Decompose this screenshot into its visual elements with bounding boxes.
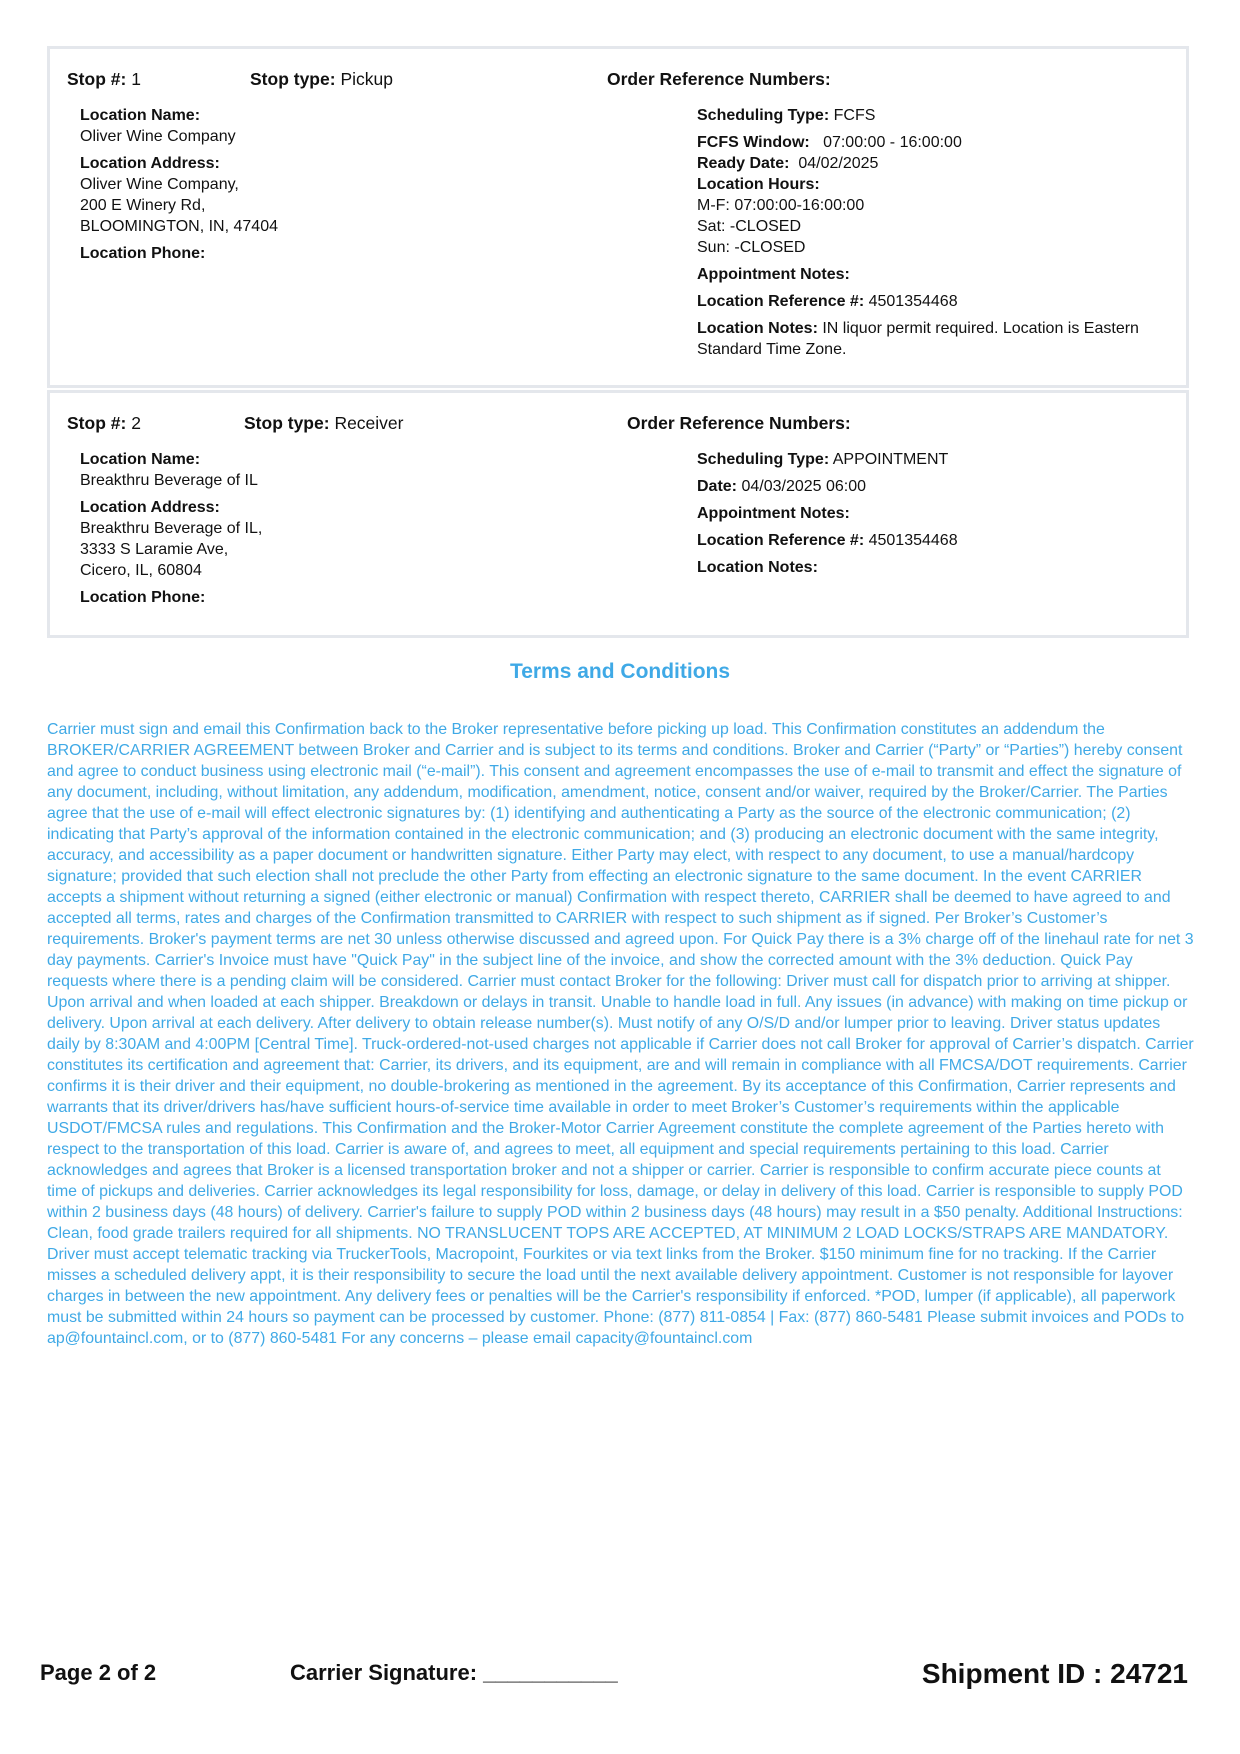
address-line: 200 E Winery Rd, [80, 197, 206, 214]
stop-2-location-block [80, 449, 262, 608]
fcfs-window: FCFS Window: 07:00:00 - 16:00:00 [697, 134, 962, 151]
location-address-label: Location Address: [80, 155, 220, 172]
location-name-label: Location Name: [80, 451, 201, 468]
address-line: BLOOMINGTON, IN, 47404 [80, 218, 278, 235]
location-notes-label: Location Notes: [697, 559, 818, 576]
ready-date: Ready Date: 04/02/2025 [697, 155, 879, 172]
location-notes-continued: Standard Time Zone. [697, 341, 847, 358]
location-address-label: Location Address: [80, 499, 220, 516]
stop-1-schedule-block [697, 105, 1139, 360]
location-name-value: Breakthru Beverage of IL [80, 472, 258, 489]
address-line: Cicero, IL, 60804 [80, 562, 202, 579]
location-reference: Location Reference #: 4501354468 [697, 293, 958, 310]
location-reference: Location Reference #: 4501354468 [697, 532, 958, 549]
location-phone-label: Location Phone: [80, 589, 206, 606]
order-reference-numbers-label: Order Reference Numbers: [627, 413, 851, 433]
stop-2-schedule-block [697, 449, 958, 578]
terms-body: Carrier must sign and email this Confirmation back to the Broker representative before picking up load. This Confirmation constitutes an addendum the BROKER/CARRIER AGREEMENT between Broker and Carrier and is subject to its terms and conditions. Broker and Carrier (“Party” or “Parties”) hereby consent and agree to conduct business using electronic mail (“e-mail”). This consent and agreement encompasses the use of e-mail to transmit and effect the signature of any document, including, without limitation, any addendum, modification, amendment, notice, consent and/or waiver, required by the Broker/Carrier. The Parties agree that the use of e-mail will effect electronic signatures by: (1) identifying and authenticating a Party as the source of the electronic communication; (2) indicating that Party’s approval of the information contained in the electronic communication; and (3) producing an electronic document with the same integrity, accuracy, and accessibility as a paper document or handwritten signature. Either Party may elect, with respect to any document, to use a manual/hardcopy signature; provided that such election shall not preclude the other Party from effecting an electronic signature to the same document. In the event CARRIER accepts a shipment without returning a signed (either electronic or manual) Confirmation with respect thereto, CARRIER shall be deemed to have agreed to and accepted all terms, rates and charges of the Confirmation transmitted to CARRIER with respect to such shipment as if signed. Per Broker’s Customer’s requirements. Broker's payment terms are net 30 unless otherwise discussed and agreed upon. For Quick Pay there is a 3% charge off of the linehaul rate for net 3 day payments. Carrier's Invoice must have "Quick Pay" in the subject line of the invoice, and show the corrected amount with the 3% deduction. Quick Pay requests where there is a pending claim will be considered. Carrier must contact Broker for the following: Driver must call for dispatch prior to arriving at shipper. Upon arrival and when loaded at each shipper. Breakdown or delays in transit. Unable to handle load in full. Any issues (in advance) with making on time pickup or delivery. Upon arrival at each delivery. After delivery to obtain release number(s). Must notify of any O/S/D and/or lumper prior to leaving. Driver status updates daily by 8:30AM and 4:00PM [Central Time]. Truck-ordered-not-used charges not applicable if Carrier does not call Broker for approval of Carrier’s dispatch. Carrier constitutes its certification and agreement that: Carrier, its drivers, and its equipment, are and will remain in compliance with all FMCSA/DOT requirements. Carrier confirms it is their driver and their equipment, no double-brokering as mentioned in the agreement. By its acceptance of this Confirmation, Carrier represents and warrants that its driver/drivers has/have sufficient hours-of-service time available in order to meet Broker’s Customer’s requirements within the applicable USDOT/FMCSA rules and regulations. This Confirmation and the Broker-Motor Carrier Agreement constitute the complete agreement of the Parties hereto with respect to the transportation of this load. Carrier is aware of, and agrees to meet, all equipment and special requirements pertaining to this load. Carrier acknowledges and agrees that Broker is a licensed transportation broker and not a shipper or carrier. Carrier is responsible to confirm accurate piece counts at time of pickups and deliveries. Carrier acknowledges its legal responsibility for loss, damage, or delay in delivery of this load. Carrier is responsible to supply POD within 2 business days (48 hours) of delivery. Carrier's failure to supply POD within 2 business days (48 hours) may result in a $50 penalty. Additional Instructions: Clean, food grade trailers required for all shipments. NO TRANSLUCENT TOPS ARE ACCEPTED, AT MINIMUM 2 LOAD LOCKS/STRAPS ARE MANDATORY. Driver must accept telematic tracking via TruckerTools, Macropoint, Fourkites or via text links from the Broker. $150 minimum fine for no tracking. If the Carrier misses a scheduled delivery appt, it is their responsibility to secure the load until the next available delivery appointment. Customer is not responsible for layover charges in between the new appointment. Any delivery fees or penalties will be the Carrier's responsibility if enforced. *POD, lumper (if applicable), all paperwork must be submitted within 24 hours so payment can be processed by customer. Phone: (877) 811-0854 | Fax: (877) 860-5481 Please submit invoices and PODs to ap@fountaincl.com, or to (877) 860-5481 For any concerns – please email capacity@fountaincl.com [47, 721, 1194, 1347]
location-name-label: Location Name: [80, 107, 201, 124]
stop-1-location-block [80, 105, 278, 264]
location-notes: Location Notes: IN liquor permit required. Location is Eastern [697, 320, 1139, 337]
location-phone-label: Location Phone: [80, 245, 206, 262]
terms-title: Terms and Conditions [509, 660, 731, 683]
location-hours-label: Location Hours: [697, 176, 820, 193]
stop-number: Stop #: 2 [67, 413, 141, 433]
appointment-date: Date: 04/03/2025 06:00 [697, 478, 867, 495]
stop-1-box [47, 46, 1189, 388]
hours-line: Sat: -CLOSED [697, 218, 802, 235]
shipment-id: Shipment ID : 24721 [921, 1658, 1188, 1689]
carrier-signature-line: Carrier Signature: ___________ [290, 1660, 618, 1685]
location-name-value: Oliver Wine Company [80, 128, 236, 145]
scheduling-type: Scheduling Type: FCFS [697, 107, 876, 124]
appointment-notes-label: Appointment Notes: [697, 505, 850, 522]
hours-line: M-F: 07:00:00-16:00:00 [697, 197, 865, 214]
stop-type: Stop type: Receiver [244, 413, 404, 433]
stop-2-box [47, 390, 1189, 638]
appointment-notes-label: Appointment Notes: [697, 266, 850, 283]
stop-number: Stop #: 1 [67, 69, 141, 89]
hours-line: Sun: -CLOSED [697, 239, 806, 256]
address-line: Oliver Wine Company, [80, 176, 239, 193]
scheduling-type: Scheduling Type: APPOINTMENT [697, 451, 949, 468]
page-number: Page 2 of 2 [40, 1660, 157, 1685]
stop-type: Stop type: Pickup [250, 69, 393, 89]
address-line: 3333 S Laramie Ave, [80, 541, 229, 558]
order-reference-numbers-label: Order Reference Numbers: [607, 69, 831, 89]
address-line: Breakthru Beverage of IL, [80, 520, 263, 537]
